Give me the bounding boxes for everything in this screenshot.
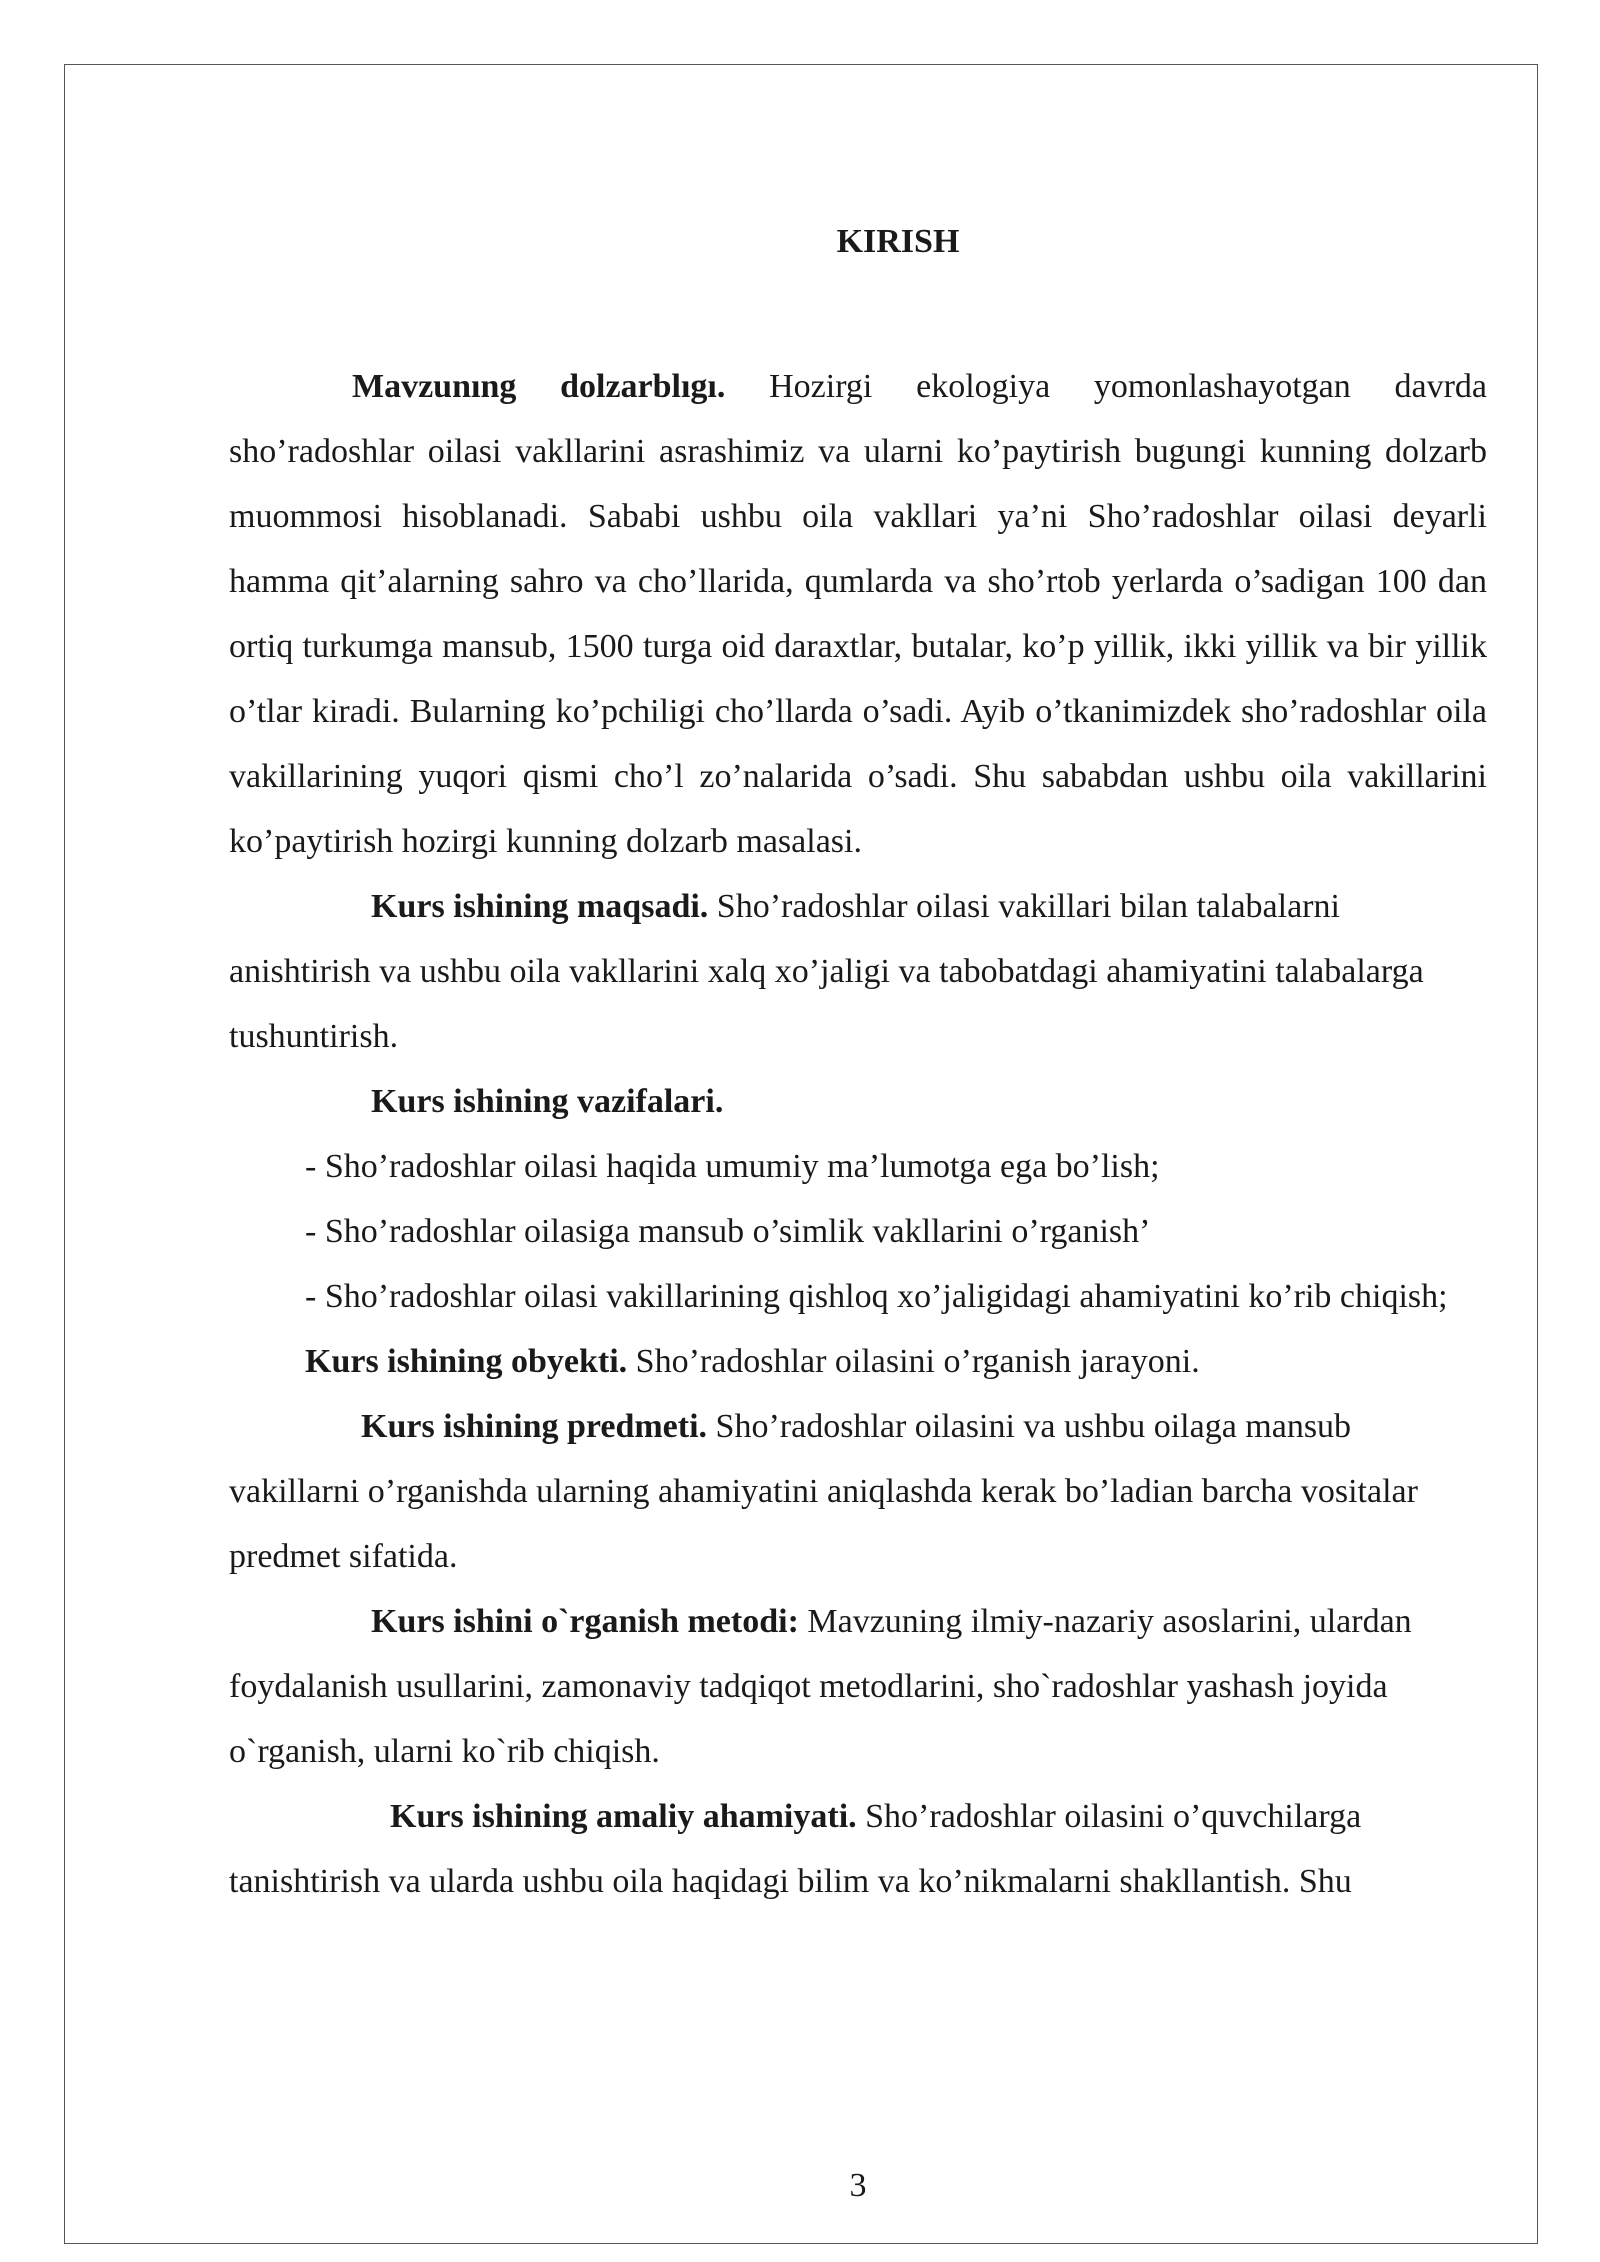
method-heading: Kurs ishini o`rganish metodi: xyxy=(371,1603,799,1640)
method-text: Mavzuning ilmiy-nazariy asoslarini, ulardan foydalanish usullarini, zamonaviy tadqiqot metodlarini, sho`radoshlar yashash joyida o`rganish, ularni ko`rib chiqish. xyxy=(229,1603,1412,1770)
practical-paragraph xyxy=(229,1784,1487,1914)
subject-text: Sho’radoshlar oilasini va ushbu oilaga mansub vakillarni o’rganishda ularning ahamiyatini aniqlashda kerak bo’ladian barcha vositalar predmet sifatida. xyxy=(229,1408,1418,1575)
subject-heading: Kurs ishining predmeti. xyxy=(361,1408,708,1445)
practical-text: Sho’radoshlar oilasini o’quvchilarga tanishtirish va ularda ushbu oila haqidagi bilim va ko’nikmalarni shakllantish. Shu xyxy=(229,1798,1362,1900)
practical-heading: Kurs ishining amaliy ahamiyati. xyxy=(390,1798,857,1835)
goal-text: Sho’radoshlar oilasi vakillari bilan talabalarni anishtirish va ushbu oila vakllarini xalq xo’jaligi va tabobatdagi ahamiyatini talabalarga tushuntirish. xyxy=(229,888,1424,1055)
object-text: Sho’radoshlar oilasini o’rganish jarayoni. xyxy=(627,1343,1200,1380)
relevance-paragraph xyxy=(229,354,1487,874)
relevance-heading: Mavzunıng dolzarblıgı. xyxy=(352,368,726,405)
page-title: KIRISH xyxy=(836,223,960,260)
page-number: 3 xyxy=(849,2167,867,2204)
method-paragraph xyxy=(229,1589,1487,1784)
relevance-text: Hozirgi ekologiya yomonlashayotgan davrda sho’radoshlar oilasi vakllarini asrashimiz va ularni ko’paytirish bugungi kunning dolzarb muommosi hisoblanadi. Sababi ushbu oila vakllari ya’ni Sho’radoshlar oilasi deyarli hamma qit’alarning sahro va cho’llarida, qumlarda va sho’rtob yerlarda o’sadigan 100 dan ortiq turkumga mansub, 1500 turga oid daraxtlar, butalar, ko’p yillik, ikki yillik va bir yillik o’tlar kiradi. Bularning ko’pchiligi cho’llarda o’sadi. Ayib o’tkanimizdek sho’radoshlar oila vakillarining yuqori qismi cho’l zo’nalarida o’sadi. Shu sababdan ushbu oila vakillarini ko’paytirish hozirgi kunning dolzarb masalasi. xyxy=(229,368,1488,860)
task-item: - Sho’radoshlar oilasiga mansub o’simlik vakllarini o’rganish’ xyxy=(305,1213,1151,1250)
task-item: - Sho’radoshlar oilasi haqida umumiy ma’lumotga ega bo’lish; xyxy=(305,1148,1160,1185)
goal-heading: Kurs ishining maqsadi. xyxy=(371,888,709,925)
goal-paragraph xyxy=(229,874,1487,1069)
document-body xyxy=(229,354,1487,1914)
subject-paragraph xyxy=(229,1394,1487,1589)
object-heading: Kurs ishining obyekti. xyxy=(305,1343,628,1380)
task-item: - Sho’radoshlar oilasi vakillarining qishloq xo’jaligidagi ahamiyatini ko’rib chiqish; xyxy=(305,1278,1448,1315)
tasks-heading: Kurs ishining vazifalari. xyxy=(371,1083,724,1120)
object-paragraph xyxy=(229,1329,1487,1394)
